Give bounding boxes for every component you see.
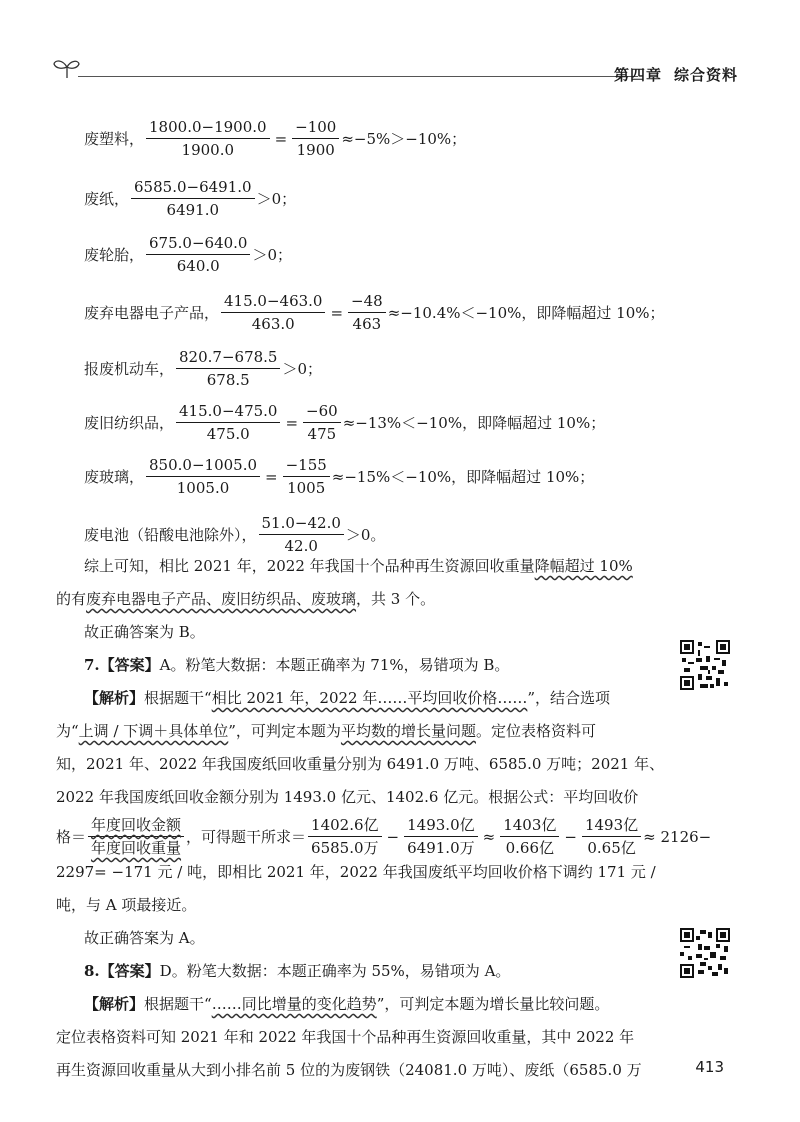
answer-text: D。粉笔大数据：本题正确率为 55%，易错项为 A。 [159,962,511,980]
fraction [582,816,641,857]
answer-line: 故正确答案为 B。 [84,623,205,641]
qr-code-icon[interactable] [680,640,730,690]
calc-result: ＞0。 [345,526,386,544]
summary-highlight: 废弃电器电子产品、废旧纺织品、废玻璃 [86,590,357,608]
equals: = [330,303,344,322]
numerator: 415.0−463.0 [221,292,325,313]
chapter-title [614,64,738,85]
equals: = [285,413,299,432]
fraction [308,816,382,857]
fraction [500,816,559,857]
highlight: 相比 2021 年，2022 年……平均回收价格…… [211,689,528,707]
numerator: 820.7−678.5 [176,348,280,369]
summary-text: 综上可知，相比 2021 年，2022 年我国十个品种再生资源回收重量 [84,557,535,575]
denominator: 6491.0 [166,201,220,219]
calc-result: ≈−10.4%＜−10%，即降幅超过 10%； [387,304,665,322]
text: ，可得题干所求＝ [186,828,307,846]
answer-text: A。粉笔大数据：本题正确率为 71%，易错项为 B。 [159,656,510,674]
text: 根据题干“ [144,995,212,1013]
calc-label: 废旧纺织品， [84,414,175,432]
numerator: 1800.0−1900.0 [146,118,270,139]
denominator: 463 [352,315,382,333]
denominator: 1005 [287,479,326,497]
fraction [259,514,344,555]
q8-line-2: 定位表格资料可知 2021 年和 2022 年我国十个品种再生资源回收重量，其中 2022 年 [56,1028,635,1046]
q7-line-4: 2022 年我国废纸回收金额分别为 1493.0 亿元、1402.6 亿元。根据公式：平均回收价 [56,788,639,806]
calc-result: ≈−13%＜−10%，即降幅超过 10%； [342,414,606,432]
denominator: 475.0 [206,425,250,443]
equals: = [265,467,278,486]
calc-result: ＞0； [252,246,293,264]
fraction [146,456,260,497]
denominator: 475 [307,425,337,443]
page-header [52,56,742,96]
numerator: 850.0−1005.0 [146,456,260,477]
numerator: 1403亿 [500,816,559,837]
q7-line-6: 2297= −171 元 / 吨，即相比 2021 年，2022 年我国废纸平均回收价格下调约 171 元 / [56,863,656,881]
text: ”，可判定本题为 [228,722,341,740]
minus: − [386,827,400,846]
summary-line-1 [84,550,633,583]
denominator: 年度回收重量 [91,839,182,857]
summary-highlight: 降幅超过 10% [534,557,633,575]
calc-label: 废轮胎， [84,246,145,264]
text: 根据题干“ [144,689,212,707]
minus: − [564,827,577,846]
numerator: 415.0−475.0 [176,402,280,423]
chapter-name: 综合资料 [673,66,738,84]
numerator: −155 [283,456,330,477]
text: ”，结合选项 [527,689,611,707]
fraction [404,816,478,857]
fraction [88,816,184,857]
header-rule [78,76,638,77]
calc-result: ≈−15%＜−10%，即降幅超过 10%； [331,468,595,486]
numerator: 6585.0−6491.0 [131,178,255,199]
analysis-tag: 【解析】 [84,995,145,1013]
numerator: −48 [348,292,386,313]
calc-row [84,292,665,333]
summary-text: ，共 3 个。 [356,590,436,608]
denominator: 1900 [296,141,335,159]
denominator: 6491.0万 [407,839,475,857]
numerator: 1493亿 [582,816,641,837]
denominator: 640.0 [176,257,220,275]
numerator: 1493.0亿 [404,816,478,837]
calc-row [84,118,466,159]
calc-row [84,348,322,389]
fraction [292,118,339,159]
page-number: 413 [695,1058,724,1076]
numerator: 年度回收金额 [88,816,184,837]
q7-line-7: 吨，与 A 项最接近。 [56,896,197,914]
q8-line-1 [84,988,609,1021]
q7-formula [56,816,711,857]
fraction [146,234,250,275]
fraction [176,348,280,389]
numerator: 51.0−42.0 [259,514,344,535]
q7-line-1 [84,682,610,715]
calc-label: 废玻璃， [84,468,145,486]
fraction [221,292,325,333]
denominator: 6585.0万 [311,839,379,857]
calc-label: 废电池（铅酸电池除外）， [84,526,257,544]
text: ”，可判定本题为增长量比较问题。 [376,995,610,1013]
answer-line: 故正确答案为 A。 [84,929,205,947]
numerator: −100 [292,118,339,139]
calc-label: 废纸， [84,190,130,208]
denominator: 1005.0 [176,479,230,497]
fraction [146,118,270,159]
highlight: 平均数的增长量问题 [340,722,476,740]
denominator: 678.5 [206,371,250,389]
calc-row [84,402,605,443]
summary-text: 的有 [56,590,87,608]
text: 。定位表格资料可 [475,722,596,740]
analysis-tag: 【解析】 [84,689,145,707]
text: 为“ [56,722,79,740]
qr-code-icon[interactable] [680,928,730,978]
calc-label: 报废机动车， [84,360,175,378]
fraction [176,402,280,443]
fraction [283,456,330,497]
numerator: 675.0−640.0 [146,234,250,255]
calc-label: 废塑料， [84,130,145,148]
calc-result: ＞0； [256,190,297,208]
text: ≈ 2126− [643,827,712,846]
denominator: 463.0 [251,315,295,333]
denominator: 1900.0 [181,141,235,159]
calc-row [84,456,594,497]
calc-label: 废弃电器电子产品， [84,304,220,322]
highlight: 上调 / 下调＋具体单位 [78,722,229,740]
denominator: 0.65亿 [587,839,636,857]
q7-line-2 [56,715,596,748]
chapter-number: 第四章 [613,66,662,84]
summary-line-2 [56,583,435,616]
fraction [348,292,386,333]
fraction [131,178,255,219]
calc-row [84,514,385,555]
fraction [303,402,341,443]
approx: ≈ [482,827,496,846]
text: 格＝ [56,828,87,846]
q7-line-3: 知，2021 年、2022 年我国废纸回收重量分别为 6491.0 万吨、6585.0 万吨；2021 年、 [56,755,665,773]
calc-row [84,234,292,275]
highlight: ……同比增量的变化趋势 [211,995,377,1013]
calc-result: ＞0； [282,360,323,378]
denominator: 42.0 [284,537,318,555]
q8-answer-head [84,955,510,988]
q7-answer-head [84,649,509,682]
calc-row [84,178,296,219]
answer-tag: 7.【答案】 [84,656,160,674]
q8-line-3: 再生资源回收重量从大到小排名前 5 位的为废钢铁（24081.0 万吨）、废纸（6585.0 万 [56,1061,642,1079]
answer-tag: 8.【答案】 [84,962,160,980]
calc-result: ≈−5%＞−10%； [341,130,467,148]
numerator: 1402.6亿 [308,816,382,837]
numerator: −60 [303,402,341,423]
equals: = [274,129,288,148]
denominator: 0.66亿 [505,839,554,857]
